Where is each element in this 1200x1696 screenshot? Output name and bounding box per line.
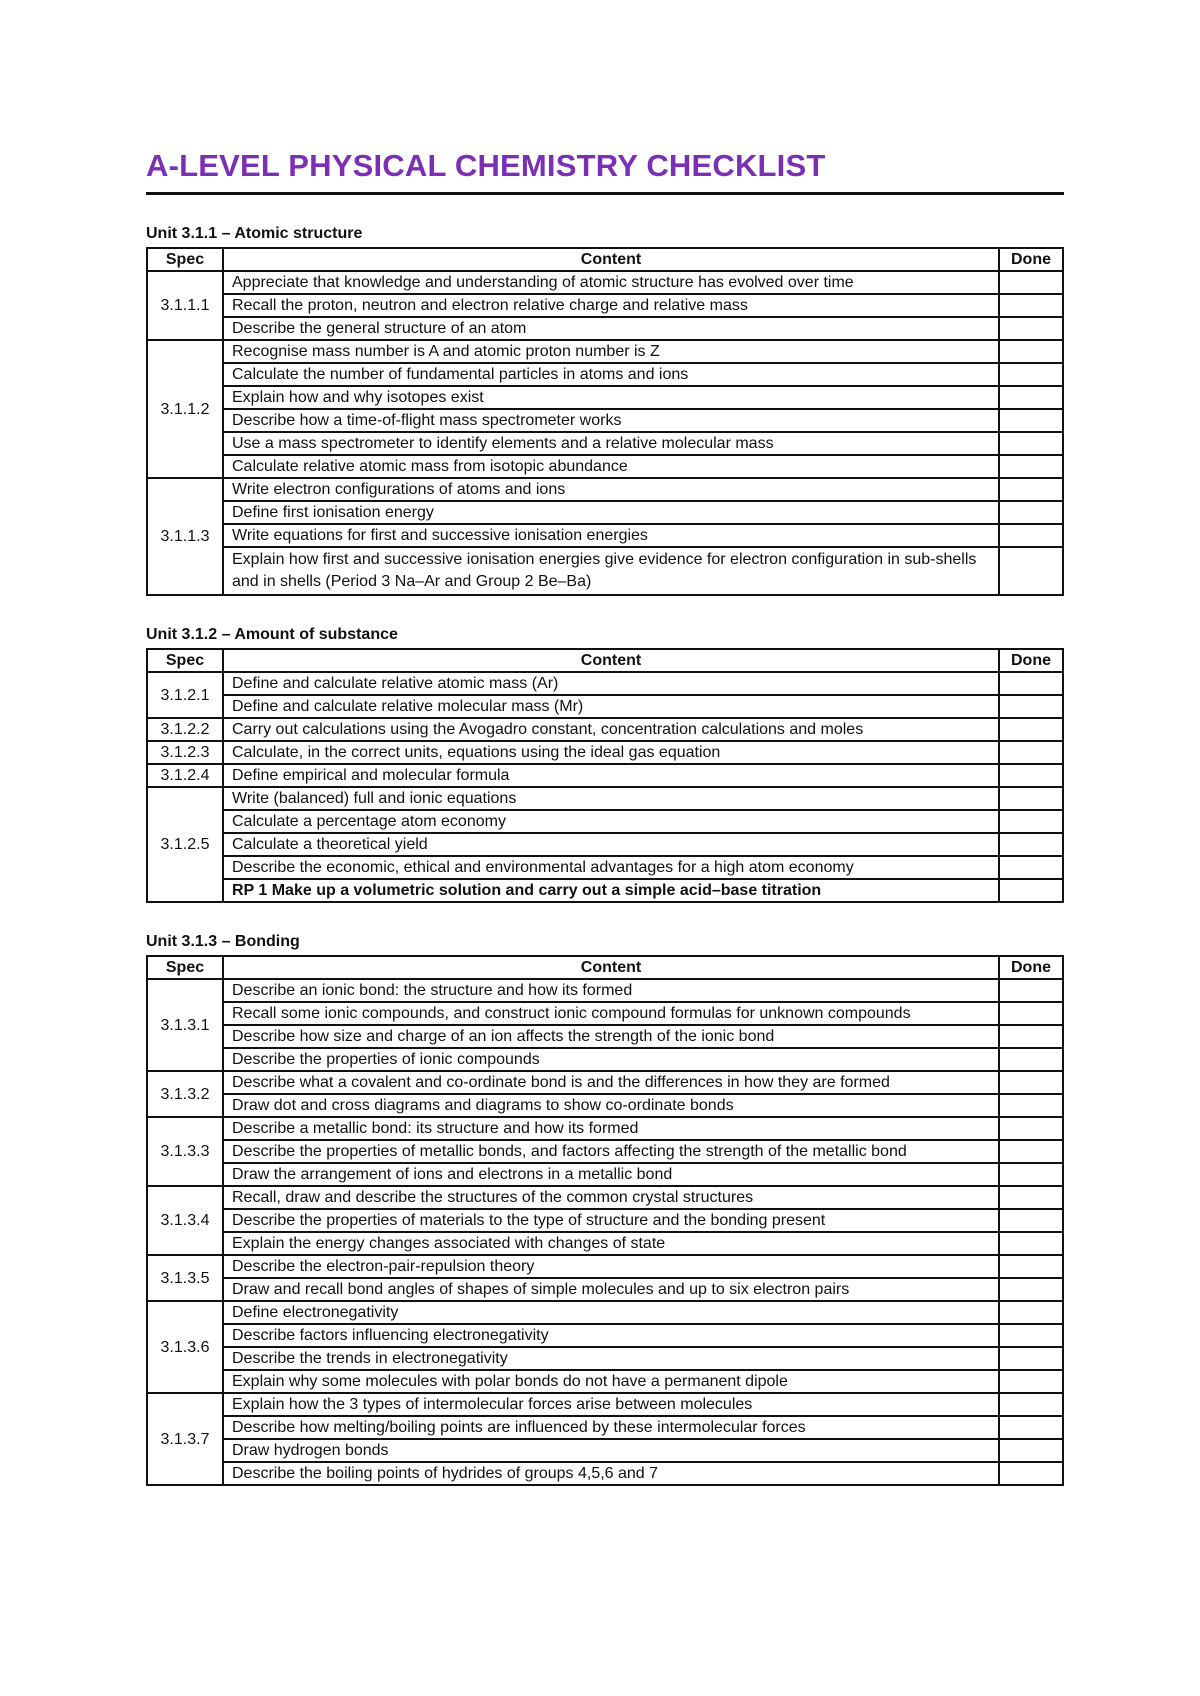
content-cell: Recognise mass number is A and atomic proton number is Z: [223, 340, 999, 363]
table-row: [147, 1232, 1063, 1255]
table-row: [147, 741, 1063, 764]
table-row: [147, 294, 1063, 317]
done-checkbox[interactable]: [999, 340, 1063, 363]
table-row: [147, 386, 1063, 409]
table-row: [147, 1439, 1063, 1462]
table-row: [147, 1324, 1063, 1347]
done-checkbox[interactable]: [999, 1347, 1063, 1370]
done-checkbox[interactable]: [999, 524, 1063, 547]
spec-cell: 3.1.2.4: [147, 764, 223, 787]
table-row: [147, 455, 1063, 478]
done-checkbox[interactable]: [999, 1025, 1063, 1048]
spec-cell: 3.1.3.2: [147, 1071, 223, 1117]
spec-cell: 3.1.3.3: [147, 1117, 223, 1186]
content-cell: Recall, draw and describe the structures of the common crystal structures: [223, 1186, 999, 1209]
done-checkbox[interactable]: [999, 764, 1063, 787]
unit-heading: Unit 3.1.3 – Bonding: [146, 933, 300, 950]
done-header: Done: [999, 956, 1063, 979]
content-cell: Write equations for first and successive ionisation energies: [223, 524, 999, 547]
done-checkbox[interactable]: [999, 317, 1063, 340]
done-checkbox[interactable]: [999, 1393, 1063, 1416]
spec-cell: 3.1.2.5: [147, 787, 223, 902]
done-checkbox[interactable]: [999, 833, 1063, 856]
table-row: [147, 1186, 1063, 1209]
table-row: [147, 856, 1063, 879]
checklist-table: [146, 648, 1064, 903]
done-checkbox[interactable]: [999, 1462, 1063, 1485]
unit-heading: Unit 3.1.1 – Atomic structure: [146, 225, 363, 242]
done-checkbox[interactable]: [999, 478, 1063, 501]
table-row: [147, 524, 1063, 547]
table-row: [147, 432, 1063, 455]
done-header: Done: [999, 248, 1063, 271]
done-checkbox[interactable]: [999, 455, 1063, 478]
done-checkbox[interactable]: [999, 1232, 1063, 1255]
table-row: [147, 1002, 1063, 1025]
content-cell: Describe what a covalent and co-ordinate bond is and the differences in how they are formed: [223, 1071, 999, 1094]
done-checkbox[interactable]: [999, 787, 1063, 810]
table-row: [147, 1278, 1063, 1301]
table-row: [147, 787, 1063, 810]
done-checkbox[interactable]: [999, 1048, 1063, 1071]
content-cell: Carry out calculations using the Avogadro constant, concentration calculations and moles: [223, 718, 999, 741]
content-cell: Draw hydrogen bonds: [223, 1439, 999, 1462]
done-checkbox[interactable]: [999, 1416, 1063, 1439]
done-checkbox[interactable]: [999, 879, 1063, 902]
done-checkbox[interactable]: [999, 1324, 1063, 1347]
table-row: [147, 1370, 1063, 1393]
done-checkbox[interactable]: [999, 1301, 1063, 1324]
content-cell: Explain how first and successive ionisation energies give evidence for electron configuration in sub-shells and in shells (Period 3 Na–Ar and Group 2 Be–Ba): [223, 547, 999, 595]
content-cell: Calculate a percentage atom economy: [223, 810, 999, 833]
content-cell: Describe the trends in electronegativity: [223, 1347, 999, 1370]
table-row: [147, 478, 1063, 501]
done-checkbox[interactable]: [999, 1094, 1063, 1117]
done-checkbox[interactable]: [999, 409, 1063, 432]
table-row: [147, 1416, 1063, 1439]
content-cell: Explain why some molecules with polar bonds do not have a permanent dipole: [223, 1370, 999, 1393]
done-checkbox[interactable]: [999, 672, 1063, 695]
content-cell: Write electron configurations of atoms and ions: [223, 478, 999, 501]
done-checkbox[interactable]: [999, 1278, 1063, 1301]
done-checkbox[interactable]: [999, 386, 1063, 409]
table-row: [147, 1347, 1063, 1370]
done-checkbox[interactable]: [999, 856, 1063, 879]
done-checkbox[interactable]: [999, 718, 1063, 741]
done-checkbox[interactable]: [999, 1117, 1063, 1140]
table-row: [147, 547, 1063, 595]
content-cell: Describe the properties of ionic compounds: [223, 1048, 999, 1071]
content-cell: Explain the energy changes associated with changes of state: [223, 1232, 999, 1255]
done-checkbox[interactable]: [999, 1370, 1063, 1393]
spec-cell: 3.1.2.2: [147, 718, 223, 741]
header-row: [147, 248, 1063, 271]
done-checkbox[interactable]: [999, 979, 1063, 1002]
table-row: [147, 1025, 1063, 1048]
content-cell: Recall some ionic compounds, and construct ionic compound formulas for unknown compounds: [223, 1002, 999, 1025]
done-checkbox[interactable]: [999, 1002, 1063, 1025]
content-cell: Describe an ionic bond: the structure and how its formed: [223, 979, 999, 1002]
table-row: [147, 979, 1063, 1002]
content-cell: Define and calculate relative atomic mass (Ar): [223, 672, 999, 695]
content-cell: Describe the electron-pair-repulsion theory: [223, 1255, 999, 1278]
spec-cell: 3.1.3.5: [147, 1255, 223, 1301]
spec-header: Spec: [147, 248, 223, 271]
table-row: [147, 718, 1063, 741]
table-row: [147, 1462, 1063, 1485]
spec-cell: 3.1.1.1: [147, 271, 223, 340]
done-checkbox[interactable]: [999, 1186, 1063, 1209]
title-rule: [146, 192, 1064, 195]
content-cell: Describe how size and charge of an ion affects the strength of the ionic bond: [223, 1025, 999, 1048]
done-header: Done: [999, 649, 1063, 672]
done-checkbox[interactable]: [999, 432, 1063, 455]
content-cell: Calculate a theoretical yield: [223, 833, 999, 856]
spec-cell: 3.1.3.7: [147, 1393, 223, 1485]
content-cell: Calculate, in the correct units, equations using the ideal gas equation: [223, 741, 999, 764]
done-checkbox[interactable]: [999, 501, 1063, 524]
table-row: [147, 1140, 1063, 1163]
content-cell: Define first ionisation energy: [223, 501, 999, 524]
spec-header: Spec: [147, 649, 223, 672]
content-cell: Use a mass spectrometer to identify elements and a relative molecular mass: [223, 432, 999, 455]
table-row: [147, 1301, 1063, 1324]
content-cell: Draw the arrangement of ions and electrons in a metallic bond: [223, 1163, 999, 1186]
content-header: Content: [223, 649, 999, 672]
content-cell: Explain how the 3 types of intermolecular forces arise between molecules: [223, 1393, 999, 1416]
content-cell: Describe the boiling points of hydrides of groups 4,5,6 and 7: [223, 1462, 999, 1485]
content-cell: Define empirical and molecular formula: [223, 764, 999, 787]
done-checkbox[interactable]: [999, 294, 1063, 317]
done-checkbox[interactable]: [999, 547, 1063, 595]
content-cell: Write (balanced) full and ionic equations: [223, 787, 999, 810]
done-checkbox[interactable]: [999, 1140, 1063, 1163]
table-row: [147, 1163, 1063, 1186]
checklist-table: [146, 955, 1064, 1486]
table-row: [147, 672, 1063, 695]
table-row: [147, 764, 1063, 787]
table-row: [147, 695, 1063, 718]
content-cell: Describe a metallic bond: its structure and how its formed: [223, 1117, 999, 1140]
content-cell: Define and calculate relative molecular mass (Mr): [223, 695, 999, 718]
page-title: A-LEVEL PHYSICAL CHEMISTRY CHECKLIST: [146, 148, 826, 183]
content-cell: Draw dot and cross diagrams and diagrams to show co-ordinate bonds: [223, 1094, 999, 1117]
spec-cell: 3.1.3.4: [147, 1186, 223, 1255]
content-cell: Describe the properties of materials to the type of structure and the bonding present: [223, 1209, 999, 1232]
spec-cell: 3.1.1.2: [147, 340, 223, 478]
content-cell: Describe the economic, ethical and environmental advantages for a high atom economy: [223, 856, 999, 879]
content-cell: Describe the general structure of an atom: [223, 317, 999, 340]
table-row: [147, 1071, 1063, 1094]
done-checkbox[interactable]: [999, 810, 1063, 833]
done-checkbox[interactable]: [999, 1071, 1063, 1094]
done-checkbox[interactable]: [999, 741, 1063, 764]
content-cell: Draw and recall bond angles of shapes of simple molecules and up to six electron pairs: [223, 1278, 999, 1301]
table-row: [147, 1255, 1063, 1278]
checklist-page: [146, 146, 1064, 1486]
table-row: [147, 1209, 1063, 1232]
table-row: [147, 501, 1063, 524]
unit-heading: Unit 3.1.2 – Amount of substance: [146, 626, 398, 643]
units-container: [146, 225, 1064, 1486]
table-row: [147, 340, 1063, 363]
table-row: [147, 1393, 1063, 1416]
content-cell: Describe how a time-of-flight mass spectrometer works: [223, 409, 999, 432]
content-header: Content: [223, 956, 999, 979]
table-row: [147, 1094, 1063, 1117]
content-cell: Appreciate that knowledge and understanding of atomic structure has evolved over time: [223, 271, 999, 294]
table-row: [147, 1048, 1063, 1071]
content-cell: Describe the properties of metallic bonds, and factors affecting the strength of the metallic bond: [223, 1140, 999, 1163]
content-cell: Calculate the number of fundamental particles in atoms and ions: [223, 363, 999, 386]
table-row: [147, 879, 1063, 902]
table-row: [147, 363, 1063, 386]
content-cell: Describe how melting/boiling points are influenced by these intermolecular forces: [223, 1416, 999, 1439]
checklist-table: [146, 247, 1064, 596]
done-checkbox[interactable]: [999, 363, 1063, 386]
table-row: [147, 810, 1063, 833]
spec-cell: 3.1.1.3: [147, 478, 223, 595]
table-row: [147, 317, 1063, 340]
spec-header: Spec: [147, 956, 223, 979]
table-row: [147, 271, 1063, 294]
table-row: [147, 833, 1063, 856]
content-cell: Define electronegativity: [223, 1301, 999, 1324]
done-checkbox[interactable]: [999, 271, 1063, 294]
content-cell: Recall the proton, neutron and electron relative charge and relative mass: [223, 294, 999, 317]
content-header: Content: [223, 248, 999, 271]
done-checkbox[interactable]: [999, 1209, 1063, 1232]
done-checkbox[interactable]: [999, 1163, 1063, 1186]
content-cell: Explain how and why isotopes exist: [223, 386, 999, 409]
content-cell: Describe factors influencing electronegativity: [223, 1324, 999, 1347]
header-row: [147, 956, 1063, 979]
content-cell: Calculate relative atomic mass from isotopic abundance: [223, 455, 999, 478]
done-checkbox[interactable]: [999, 1255, 1063, 1278]
done-checkbox[interactable]: [999, 1439, 1063, 1462]
spec-cell: 3.1.2.3: [147, 741, 223, 764]
table-row: [147, 1117, 1063, 1140]
table-row: [147, 409, 1063, 432]
content-cell: RP 1 Make up a volumetric solution and carry out a simple acid–base titration: [223, 879, 999, 902]
header-row: [147, 649, 1063, 672]
spec-cell: 3.1.3.6: [147, 1301, 223, 1393]
spec-cell: 3.1.3.1: [147, 979, 223, 1071]
spec-cell: 3.1.2.1: [147, 672, 223, 718]
done-checkbox[interactable]: [999, 695, 1063, 718]
